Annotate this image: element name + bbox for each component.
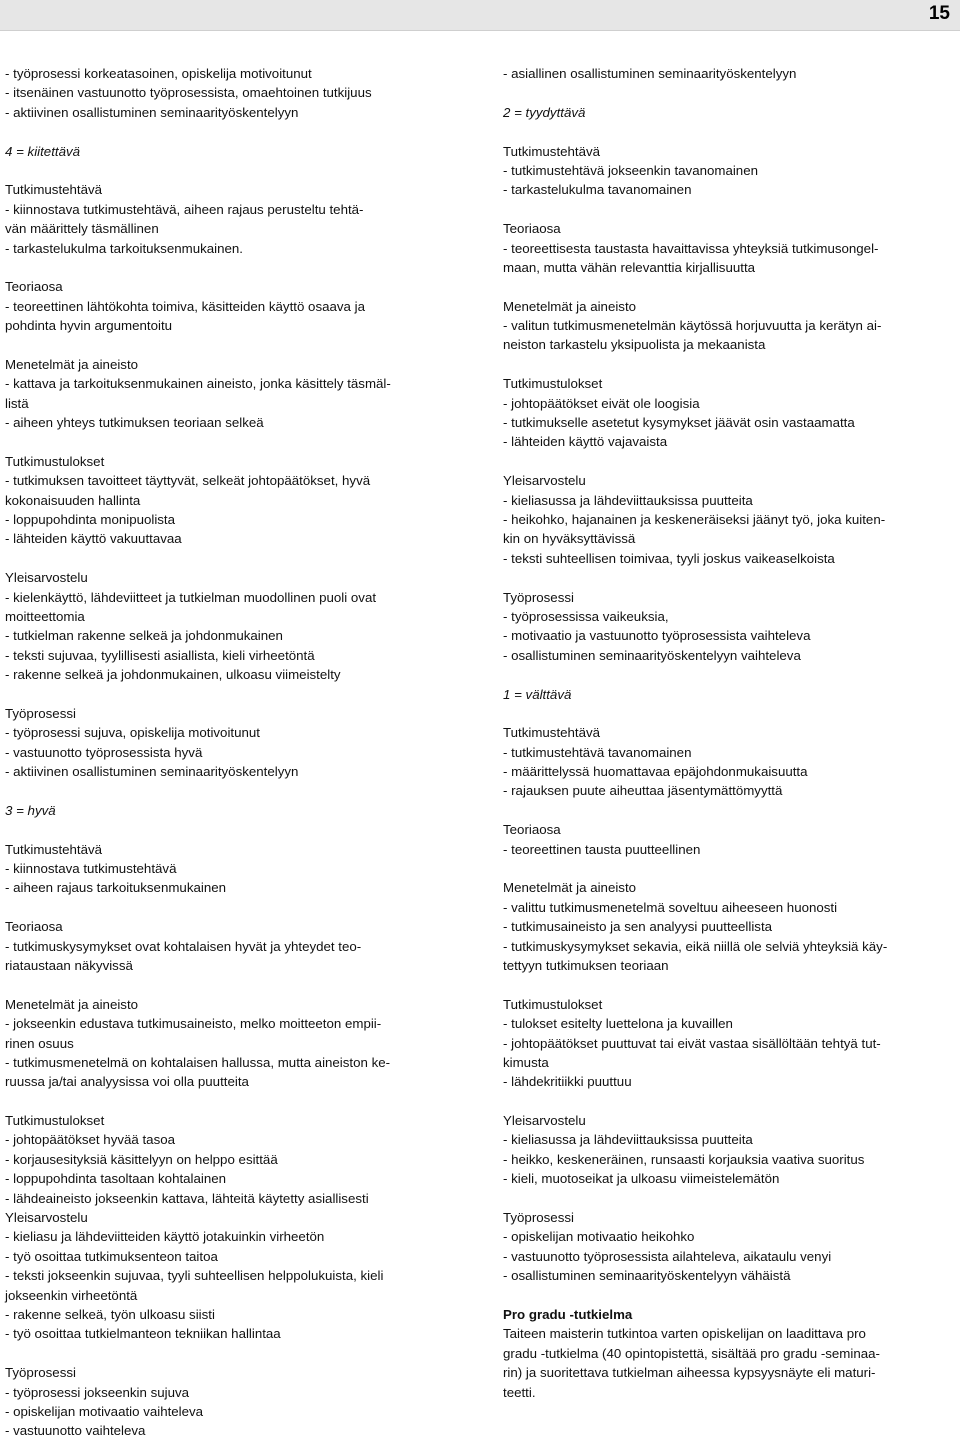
criterion-heading: Tutkimustehtävä (5, 841, 103, 857)
paragraph-gap (5, 258, 435, 277)
criterion-heading: Teoriaosa (503, 221, 561, 237)
text-line: - korjausesityksiä käsittelyyn on helppo esittää (5, 1151, 278, 1167)
paragraph-gap (503, 859, 948, 878)
paragraph-gap (503, 1092, 948, 1111)
grade-heading: 1 = välttävä (503, 686, 572, 702)
text-line: - työprosessi jokseenkin sujuva (5, 1384, 190, 1400)
text-line: moitteettomia (5, 608, 85, 624)
paragraph-gap (503, 355, 948, 374)
criterion-heading: Yleisarvostelu (503, 473, 586, 489)
text-line: - opiskelijan motivaatio vaihteleva (5, 1403, 204, 1419)
text-line: - lähteiden käyttö vajavaista (503, 434, 668, 450)
text-line: - kieliasussa ja lähdeviittauksissa puutteita (503, 1132, 753, 1148)
text-line: pohdinta hyvin argumentoitu (5, 318, 173, 334)
criterion-heading: Yleisarvostelu (5, 570, 88, 586)
text-line: teetti. (503, 1384, 536, 1400)
paragraph-gap (503, 704, 948, 723)
paragraph-gap (503, 83, 948, 102)
text-line: - teksti sujuvaa, tyylillisesti asiallista, kieli virheetöntä (5, 647, 315, 663)
criterion-heading: Tutkimustehtävä (5, 182, 103, 198)
text-line: listä (5, 395, 29, 411)
right-text-column (503, 64, 948, 1402)
criterion-heading: Teoriaosa (5, 919, 63, 935)
text-line: - itsenäinen vastuunotto työprosessista, omaehtoinen tutkijuus (5, 85, 372, 101)
left-text-column (5, 64, 435, 1441)
criterion-heading: Työprosessi (5, 705, 76, 721)
page-header-bar (0, 0, 960, 31)
criterion-heading: Tutkimustehtävä (503, 143, 601, 159)
text-line: - aktiivinen osallistuminen seminaarityöskentelyyn (5, 764, 299, 780)
text-line: - teksti suhteellisen toimivaa, tyyli joskus vaikeaselkoista (503, 550, 835, 566)
criterion-heading: Tutkimustulokset (5, 453, 105, 469)
text-line: - lähdekritiikki puuttuu (503, 1074, 632, 1090)
paragraph-gap (5, 781, 435, 800)
text-line: - kattava ja tarkoituksenmukainen aineisto, jonka käsittely täsmäl- (5, 376, 391, 392)
criterion-heading: Tutkimustulokset (5, 1113, 105, 1129)
text-line: - valittu tutkimusmenetelmä soveltuu aiheeseen huonosti (503, 899, 838, 915)
text-line: - aiheen yhteys tutkimuksen teoriaan selkeä (5, 415, 264, 431)
criterion-heading: Työprosessi (503, 1210, 574, 1226)
text-line: - tutkimuksen tavoitteet täyttyvät, selkeät johtopäätökset, hyvä (5, 473, 371, 489)
paragraph-gap (5, 122, 435, 141)
text-line: - johtopäätökset eivät ole loogisia (503, 395, 700, 411)
criterion-heading: Menetelmät ja aineisto (5, 356, 139, 372)
text-line: vän määrittely täsmällinen (5, 221, 159, 237)
criterion-heading: Menetelmät ja aineisto (5, 996, 139, 1012)
text-line: - tulokset esitelty luettelona ja kuvaillen (503, 1016, 733, 1032)
text-line: - asiallinen osallistuminen seminaarityöskentelyyn (503, 66, 797, 81)
paragraph-gap (503, 1286, 948, 1305)
text-line: - loppupohdinta tasoltaan kohtalainen (5, 1171, 227, 1187)
text-line: - kiinnostava tutkimustehtävä (5, 861, 177, 877)
text-line: - kielenkäyttö, lähdeviitteet ja tutkielman muodollinen puoli ovat (5, 589, 377, 605)
text-line: Taiteen maisterin tutkintoa varten opiskelijan on laadittava pro (503, 1326, 866, 1342)
criterion-heading: Tutkimustulokset (503, 376, 603, 392)
text-line: - tutkimuskysymykset sekavia, eikä niillä ole selviä yhteyksiä käy- (503, 938, 888, 954)
paragraph-gap (5, 549, 435, 568)
criterion-heading: Menetelmät ja aineisto (503, 880, 637, 896)
text-line: - lähdeaineisto jokseenkin kattava, lähteitä käytetty asiallisesti (5, 1190, 369, 1206)
text-line: - tarkastelukulma tarkoituksenmukainen. (5, 240, 243, 256)
criterion-heading: Työprosessi (503, 589, 574, 605)
criterion-heading: Tutkimustulokset (503, 996, 603, 1012)
text-line: riataustaan näkyvissä (5, 957, 133, 973)
paragraph-gap (5, 432, 435, 451)
text-line: - työ osoittaa tutkimuksenteon taitoa (5, 1248, 218, 1264)
text-line: - tarkastelukulma tavanomainen (503, 182, 692, 198)
text-line: - johtopäätökset hyvää tasoa (5, 1132, 176, 1148)
paragraph-gap (5, 161, 435, 180)
text-line: - työprosessi korkeatasoinen, opiskelija motivoitunut (5, 66, 312, 81)
paragraph-gap (503, 665, 948, 684)
text-line: - lähteiden käyttö vakuuttavaa (5, 531, 182, 547)
text-line: - aiheen rajaus tarkoituksenmukainen (5, 880, 227, 896)
text-line: - tutkimustehtävä jokseenkin tavanomainen (503, 162, 758, 178)
paragraph-gap (5, 685, 435, 704)
criterion-heading: Teoriaosa (503, 822, 561, 838)
text-line: gradu -tutkielma (40 opintopistettä, sisältää pro gradu -seminaa- (503, 1345, 880, 1361)
paragraph-gap (5, 335, 435, 354)
text-line: - työprosessi sujuva, opiskelija motivoitunut (5, 725, 260, 741)
text-line: - aktiivinen osallistuminen seminaarityöskentelyyn (5, 104, 299, 120)
text-line: - heikohko, hajanainen ja keskeneräiseksi jäänyt työ, joka kuiten- (503, 511, 886, 527)
paragraph-gap (503, 452, 948, 471)
text-line: - määrittelyssä huomattavaa epäjohdonmukaisuutta (503, 764, 808, 780)
paragraph-gap (5, 898, 435, 917)
paragraph-gap (503, 200, 948, 219)
text-line: - tutkimukselle asetetut kysymykset jäävät osin vastaamatta (503, 415, 855, 431)
text-line: - tutkimuskysymykset ovat kohtalaisen hyvät ja yhteydet teo- (5, 938, 362, 954)
text-line: - teoreettinen tausta puutteellinen (503, 841, 701, 857)
criterion-heading: Työprosessi (5, 1365, 76, 1381)
text-line: - kiinnostava tutkimustehtävä, aiheen rajaus perusteltu tehtä- (5, 201, 364, 217)
text-line: tettyyn tutkimuksen teoriaan (503, 957, 669, 973)
criterion-heading: Teoriaosa (5, 279, 63, 295)
criterion-heading: Tutkimustehtävä (503, 725, 601, 741)
criterion-heading: Yleisarvostelu (503, 1113, 586, 1129)
text-line: - osallistuminen seminaarityöskentelyyn vähäistä (503, 1268, 791, 1284)
text-line: - tutkimustehtävä tavanomainen (503, 744, 692, 760)
text-line: - heikko, keskeneräinen, runsaasti korjauksia vaativa suoritus (503, 1151, 865, 1167)
paragraph-gap (503, 122, 948, 141)
text-line: - vastuunotto työprosessista ailahteleva, aikataulu venyi (503, 1248, 832, 1264)
text-line: - työ osoittaa tutkielmanteon tekniikan hallintaa (5, 1326, 281, 1342)
text-line: - valitun tutkimusmenetelmän käytössä horjuvuutta ja kerätyn ai- (503, 318, 882, 334)
page-number: 15 (928, 3, 950, 24)
text-line: kokonaisuuden hallinta (5, 492, 141, 508)
paragraph-gap (5, 1092, 435, 1111)
paragraph-gap (503, 568, 948, 587)
text-line: maan, mutta vähän relevanttia kirjallisuutta (503, 259, 756, 275)
paragraph-gap (5, 1344, 435, 1363)
text-line: - tutkimusmenetelmä on kohtalaisen hallussa, mutta aineiston ke- (5, 1054, 391, 1070)
text-line: - kieliasussa ja lähdeviittauksissa puutteita (503, 492, 753, 508)
text-line: - teksti jokseenkin sujuvaa, tyyli suhteellisen helppolukuista, kieli (5, 1268, 384, 1284)
text-line: - työprosessissa vaikeuksia, (503, 608, 669, 624)
text-line: kin on hyväksyttävissä (503, 531, 636, 547)
text-line: Yleisarvostelu (5, 1210, 88, 1226)
text-line: - kieliasu ja lähdeviitteiden käyttö jotakuinkin virheetön (5, 1229, 325, 1245)
paragraph-gap (503, 277, 948, 296)
grade-heading: 3 = hyvä (5, 802, 56, 818)
text-line: - tutkimusaineisto ja sen analyysi puutteellista (503, 919, 773, 935)
text-line: rin) ja suoritettava tutkielman aiheessa kypsyysnäyte eli maturi- (503, 1365, 876, 1381)
criterion-heading: Menetelmät ja aineisto (503, 298, 637, 314)
text-line: kimusta (503, 1054, 549, 1070)
text-line: - jokseenkin edustava tutkimusaineisto, melko moitteeton empii- (5, 1016, 382, 1032)
text-line: - johtopäätökset puuttuvat tai eivät vastaa sisällöltään tehtyä tut- (503, 1035, 881, 1051)
text-line: - kieli, muotoseikat ja ulkoasu viimeistelemätön (503, 1171, 780, 1187)
grade-heading: 4 = kiitettävä (5, 143, 81, 159)
text-line: - osallistuminen seminaarityöskentelyyn vaihteleva (503, 647, 801, 663)
text-line: - rajauksen puute aiheuttaa jäsentymättömyyttä (503, 783, 783, 799)
text-line: - motivaatio ja vastuunotto työprosessista vaihteleva (503, 628, 811, 644)
paragraph-gap (503, 1189, 948, 1208)
grade-heading: 2 = tyydyttävä (503, 104, 586, 120)
text-line: ruussa ja/tai analyysissa voi olla puutteita (5, 1074, 249, 1090)
paragraph-gap (5, 975, 435, 994)
text-line: - opiskelijan motivaatio heikohko (503, 1229, 695, 1245)
paragraph-gap (5, 820, 435, 839)
text-line: rinen osuus (5, 1035, 74, 1051)
text-line: neiston tarkastelu yksipuolista ja mekaanista (503, 337, 766, 353)
text-line: - teoreettisesta taustasta havaittavissa yhteyksiä tutkimusongel- (503, 240, 879, 256)
text-line: - vastuunotto vaihteleva (5, 1423, 146, 1439)
text-line: - loppupohdinta monipuolista (5, 511, 176, 527)
paragraph-gap (503, 975, 948, 994)
text-line: - rakenne selkeä, työn ulkoasu siisti (5, 1307, 215, 1322)
text-line: - vastuunotto työprosessista hyvä (5, 744, 203, 760)
text-line: jokseenkin virheetöntä (5, 1287, 138, 1303)
text-line: - teoreettinen lähtökohta toimiva, käsitteiden käyttö osaava ja (5, 298, 365, 314)
section-heading: Pro gradu -tutkielma (503, 1307, 633, 1322)
text-line: - rakenne selkeä ja johdonmukainen, ulkoasu viimeistelty (5, 667, 341, 683)
text-line: - tutkielman rakenne selkeä ja johdonmukainen (5, 628, 283, 644)
paragraph-gap (503, 801, 948, 820)
